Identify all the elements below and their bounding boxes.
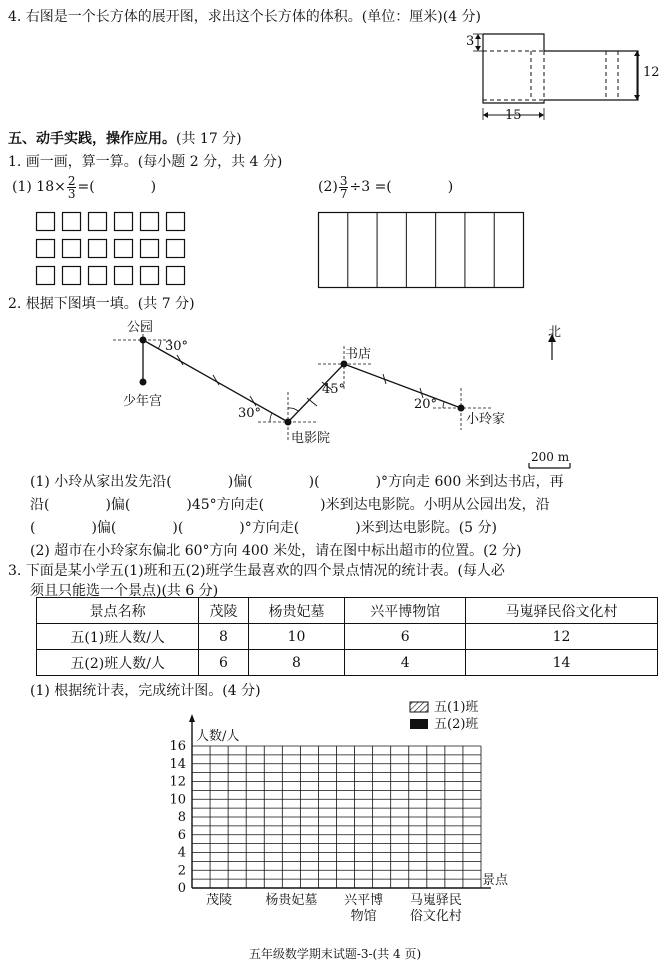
x-category-label: 兴平博 [344, 893, 384, 908]
square-grid-figure [36, 212, 196, 287]
angle-label-cinema-right: 45° [322, 382, 346, 397]
map-label-cinema: 电影院 [291, 431, 331, 446]
q2-line1: (1) 小玲从家出发先沿( )偏( )( )°方向走 600 米到达书店，再 [30, 474, 564, 490]
table-row [37, 624, 658, 650]
angle-label-park: 30° [165, 339, 189, 354]
q3-line2: 须且只能选一个景点)(共 6 分) [30, 583, 219, 599]
x-category-label: 茂陵 [206, 893, 233, 908]
grid-square [37, 267, 55, 285]
grid-square [89, 240, 107, 258]
table-cell: 五(2)班人数/人 [37, 650, 199, 676]
q1-text: 1. 画一画，算一算。(每小题 2 分，共 4 分) [8, 154, 283, 170]
table-header-cell: 茂陵 [199, 598, 248, 624]
x-category-label: 物馆 [350, 909, 377, 924]
grid-square [167, 240, 185, 258]
grid-square [37, 240, 55, 258]
grid-square [141, 267, 159, 285]
x-category-label: 俗文化村 [409, 909, 462, 924]
map-label-north: 北 [548, 325, 562, 340]
q3-line1: 3. 下面是某小学五(1)班和五(2)班学生最喜欢的四个景点情况的统计表。(每人必 [8, 563, 505, 579]
map-label-youth-palace: 少年宫 [123, 394, 163, 409]
map-label-xiaoling-home: 小玲家 [466, 412, 506, 427]
grid-square [115, 240, 133, 258]
grid-square [37, 213, 55, 231]
legend-label-class1: 五(1)班 [434, 700, 479, 715]
angle-label-cinema-left: 30° [238, 406, 262, 421]
grid-square [141, 213, 159, 231]
map-label-bookstore: 书店 [345, 347, 372, 362]
grid-square [167, 267, 185, 285]
table-header-row [37, 598, 658, 624]
q2-text: 2. 根据下图填一填。(共 7 分) [8, 296, 195, 312]
q1-part1-expression: (1) 18× $\frac{2}{3}$ =( ) [12, 173, 157, 201]
grid-square [115, 213, 133, 231]
y-tick-label: 16 [169, 739, 186, 754]
legend-swatch-class1 [410, 702, 428, 712]
grid-square [63, 267, 81, 285]
y-tick-label: 6 [177, 827, 186, 843]
y-tick-label: 0 [177, 881, 186, 896]
table-header-cell: 杨贵妃墓 [248, 598, 345, 624]
table-header-cell: 兴平博物馆 [345, 598, 466, 624]
y-tick-label: 14 [169, 756, 186, 772]
table-header-cell: 景点名称 [37, 598, 199, 624]
stat-table [36, 597, 658, 676]
q2-line3: ( )偏( )( )°方向走( )米到达电影院。(5 分) [30, 520, 497, 536]
map-scale-label: 200 m [531, 450, 570, 464]
y-tick-label: 10 [169, 792, 186, 808]
x-category-label: 马嵬驿民 [409, 893, 462, 908]
chart-xlabel: 景点 [482, 873, 509, 888]
x-category-label: 杨贵妃墓 [265, 893, 318, 908]
table-cell: 10 [248, 624, 345, 650]
grid-square [115, 267, 133, 285]
y-tick-label: 12 [169, 774, 186, 790]
angle-label-home: 20° [414, 397, 438, 412]
legend-swatch-class2 [410, 719, 428, 729]
q1-part2-expression: (2) $\frac{3}{7}$ ÷3 =( ) [318, 173, 454, 201]
table-cell: 8 [199, 624, 248, 650]
y-tick-label: 4 [177, 845, 186, 861]
table-header-cell: 马嵬驿民俗文化村 [466, 598, 658, 624]
legend-label-class2: 五(2)班 [434, 717, 479, 732]
y-tick-label: 2 [177, 863, 186, 879]
y-tick-label: 8 [177, 810, 186, 825]
q2-line2: 沿( )偏( )45°方向走( )米到达电影院。小明从公园出发，沿 [30, 497, 550, 513]
chart-ylabel: 人数/人 [196, 729, 240, 744]
table-cell: 4 [345, 650, 466, 676]
table-cell: 12 [466, 624, 658, 650]
grid-square [63, 240, 81, 258]
map-label-park: 公园 [127, 320, 154, 335]
grid-square [63, 213, 81, 231]
section-title: 五、动手实践，操作应用。(共 17 分) [8, 131, 242, 147]
table-cell: 6 [199, 650, 248, 676]
table-cell: 6 [345, 624, 466, 650]
bar-chart-grid [0, 690, 670, 940]
dim-side-label: 12 [643, 65, 660, 80]
grid-square [141, 240, 159, 258]
strip-rectangle-figure [318, 212, 524, 288]
table-cell: 8 [248, 650, 345, 676]
table-cell: 14 [466, 650, 658, 676]
page-footer: 五年级数学期末试题-3-(共 4 页) [248, 947, 422, 961]
grid-square [89, 267, 107, 285]
grid-square [167, 213, 185, 231]
box-net-figure [458, 30, 668, 130]
grid-square [89, 213, 107, 231]
dim-height-label: 3 [466, 34, 475, 49]
table-cell: 五(1)班人数/人 [37, 624, 199, 650]
y-axis-arrow [189, 714, 195, 722]
q3-sub1: (1) 根据统计表，完成统计图。(4 分) [30, 683, 261, 699]
q2-line4: (2) 超市在小玲家东偏北 60°方向 400 米处，请在图中标出超市的位置。(2 分) [30, 543, 522, 559]
dim-bottom-label: 15 [505, 108, 522, 123]
q4-text: 4. 右图是一个长方体的展开图，求出这个长方体的体积。(单位：厘米)(4 分) [8, 9, 482, 25]
table-row [37, 650, 658, 676]
